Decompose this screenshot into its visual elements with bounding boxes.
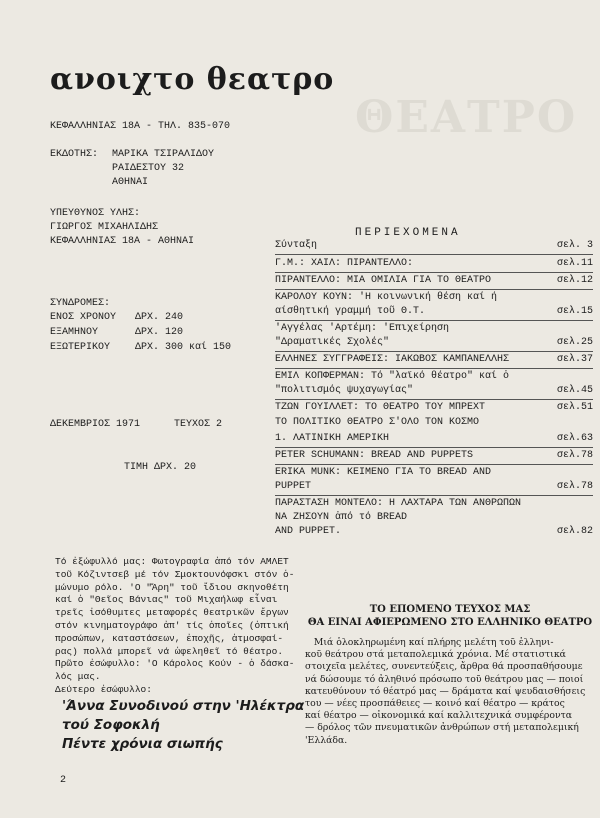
toc-divider xyxy=(275,495,593,496)
toc-title: ΠΕΡΙΕΧΟΜΕΝΑ xyxy=(355,227,461,239)
toc-divider xyxy=(275,464,593,465)
cover-caption: Τό ἐξώφυλλό μας: Φωτογραφία ἀπό τόν ΑΜΛΕΤ τοῦ Κόζιντσεβ μέ τόν Σμοκτουνόφσκι στόν ὁ- μώνυμο ρόλο. 'Ο "Ἄρη" τοῦ ἴδιου σκηνοθέτη καί ὁ "Θεῖος Βάνιας" τοῦ Μιχαήλωφ εἶναι τρεῖς ἰσόθυμτες μεταφορές θεατρικῶν ἔργων στόν κινηματογράφο ἀπ' τίς ὁποῖες (ὀπτική προσώπων, καταστάσεων, ἐποχῆς, ἀτμοσφαί- ρας) πολλά μπορεῖ νά ὠφεληθεῖ τό θέατρο. Πρῶτο ἐσώφυλλο: 'Ο Κάρολος Κούν - ὁ δάσκα- λός μας. Δεύτερο ἐσώφυλλο: xyxy=(55,556,295,695)
publisher-city: ΑΘΗΝΑΙ xyxy=(112,177,149,188)
toc-divider xyxy=(275,254,593,255)
subscription-period: ΕΝΟΣ ΧΡΟΝΟΥ xyxy=(50,312,117,323)
issue-date: ΔΕΚΕΜΒΡΙΟΣ 1971 xyxy=(50,419,141,430)
subscription-period: ΕΞΑΜΗΝΟΥ xyxy=(50,327,99,338)
materials-address: ΚΕΦΑΛΛΗΝΙΑΣ 18Α - ΑΘΗΝΑΙ xyxy=(50,236,195,247)
subscription-price: ΔΡΧ. 120 xyxy=(135,327,184,338)
page-number: 2 xyxy=(60,775,67,786)
toc-divider xyxy=(275,368,593,369)
show-through-title: ΘΕΑΤΡΟ xyxy=(355,92,578,143)
issue-number: ΤΕΥΧΟΣ 2 xyxy=(174,419,223,430)
publisher-street: ΡΑΙΔΕΣΤΟΥ 32 xyxy=(112,163,185,174)
subscription-price: ΔΡΧ. 240 xyxy=(135,312,184,323)
handwritten-line: 'Άννα Συνοδινού στην 'Ηλέκτρα xyxy=(62,698,305,714)
address-line: ΚΕΦΑΛΛΗΝΙΑΣ 18Α - ΤΗΛ. 835-070 xyxy=(50,121,231,132)
materials-label: ΥΠΕΥΘΥΝΟΣ ΥΛΗΣ: xyxy=(50,208,141,219)
toc-divider xyxy=(275,447,593,448)
handwritten-line: τού Σοφοκλή xyxy=(62,717,160,733)
publisher-name: ΜΑΡΙΚΑ ΤΣΙΡΑΛΙΔΟΥ xyxy=(112,149,215,160)
next-issue-body: Μιά ὁλοκληρωμένη καί πλήρης μελέτη τοῦ ἑλληνι- κοῦ θεάτρου στά μεταπολεμικά χρόνια. Μέ στατιστικά στοιχεῖα μελέτες, συνεντεύξεις, ἄρθρα θά προσπαθήσουμε νά δώσουμε τό ἀληθινό πρόσωπο τοῦ θεάτρου μας — ποιοί κατευθύνουν τό θέατρό μας — δράματα καί ψευδαισθήσεις του — νέες προσπάθειες — κοινό καί θέατρο — κράτος καί θέατρο — οἰκονομικά καί καλλιτεχνικά συμφέροντα — δρόλος τῶν πνευματικῶν ἀνθρώπων στή μεταπολεμική 'Ελλάδα. xyxy=(305,637,586,746)
issue-price: ΤΙΜΗ ΔΡΧ. 20 xyxy=(124,462,197,473)
materials-name: ΓΙΩΡΓΟΣ ΜΙΧΑΗΛΙΔΗΣ xyxy=(50,222,159,233)
toc-divider xyxy=(275,351,593,352)
toc-divider xyxy=(275,289,593,290)
toc-divider xyxy=(275,320,593,321)
publisher-label: ΕΚΔΟΤΗΣ: xyxy=(50,149,99,160)
next-issue-title: ΤΟ ΕΠΟΜΕΝΟ ΤΕΥΧΟΣ ΜΑΣ xyxy=(369,604,531,615)
subscriptions-label: ΣΥΝΔΡΟΜΕΣ: xyxy=(50,298,111,309)
toc-divider xyxy=(275,272,593,273)
next-issue-subtitle: ΘΑ ΕΙΝΑΙ ΑΦΙΕΡΩΜΕΝΟ ΣΤΟ ΕΛΛΗΝΙΚΟ ΘΕΑΤΡΟ xyxy=(307,617,593,628)
masthead-title: ανοιχτο θεατρο xyxy=(50,62,335,97)
subscription-price: ΔΡΧ. 300 καί 150 xyxy=(135,342,232,353)
handwritten-line: Πέντε χρόνια σιωπής xyxy=(62,736,223,752)
subscription-period: ΕΞΩΤΕΡΙΚΟΥ xyxy=(50,342,111,353)
toc-divider xyxy=(275,399,593,400)
